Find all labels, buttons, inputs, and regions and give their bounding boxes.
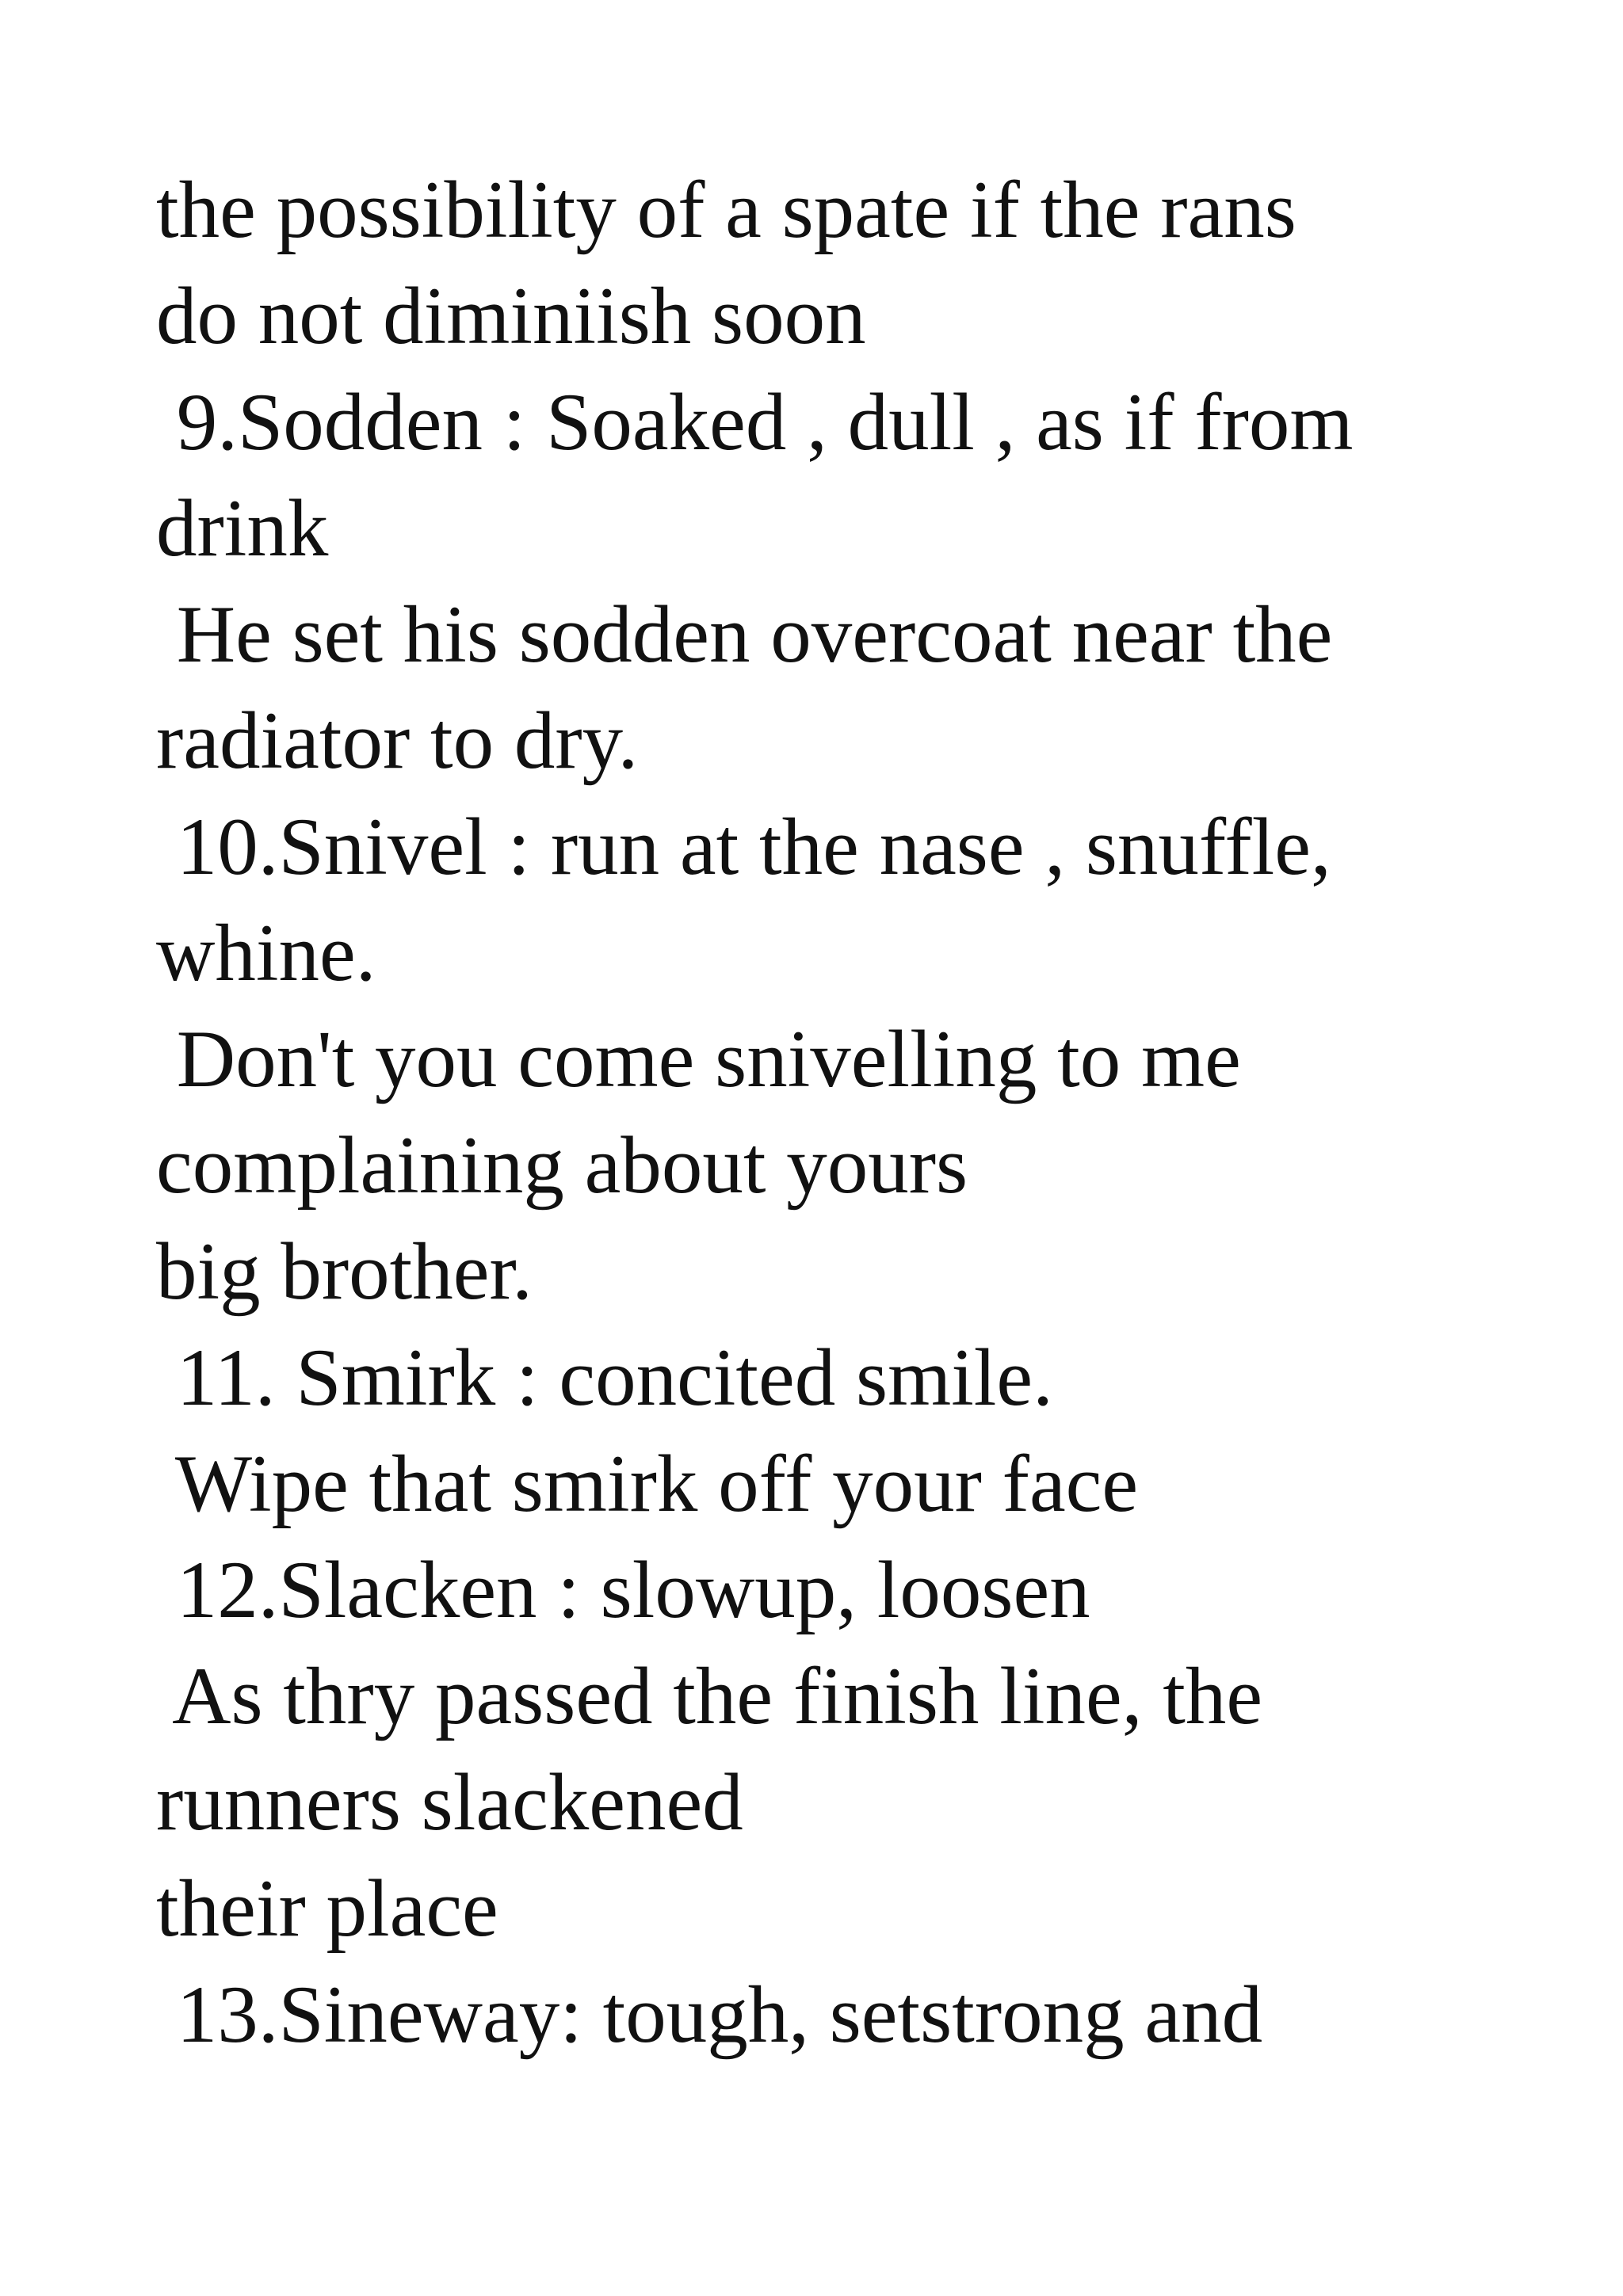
text-line: the possibility of a spate if the rans <box>156 165 1296 255</box>
text-line: 11. Smirk : concited smile. <box>156 1333 1053 1423</box>
text-line: big brother. <box>156 1226 533 1317</box>
text-line: whine. <box>156 908 376 998</box>
text-line: 12.Slacken : slowup, loosen <box>156 1545 1090 1635</box>
text-line: their place <box>156 1863 498 1954</box>
text-line: Don't you come snivelling to me <box>156 1014 1241 1104</box>
text-line: 13.Sineway: tough, setstrong and <box>156 1970 1263 2060</box>
text-line: Wipe that smirk off your face <box>156 1439 1139 1529</box>
text-line: runners slackened <box>156 1757 743 1848</box>
text-line: drink <box>156 483 329 574</box>
text-line: As thry passed the finish line, the <box>156 1651 1263 1741</box>
text-line: 10.Snivel : run at the nase , snuffle, <box>156 802 1331 892</box>
text-line: do not diminiish soon <box>156 271 866 361</box>
text-line: radiator to dry. <box>156 696 639 786</box>
handwritten-notes-text <box>156 157 1583 2068</box>
text-line: He set his sodden overcoat near the <box>156 589 1333 680</box>
text-line: 9.Sodden : Soaked , dull , as if from <box>156 377 1354 467</box>
text-line: complaining about yours <box>156 1120 968 1211</box>
